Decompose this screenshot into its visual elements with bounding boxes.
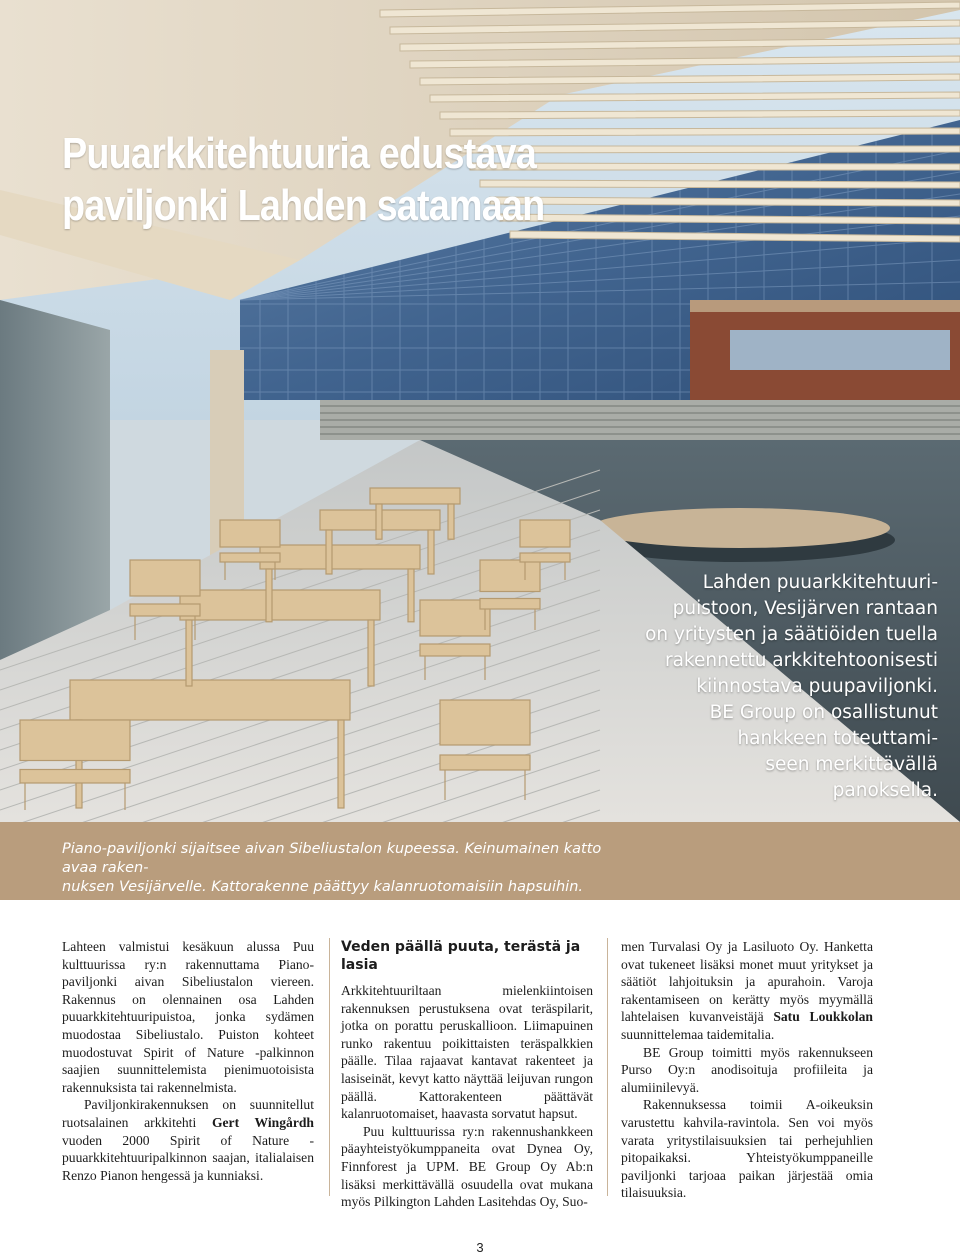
body-column-3 xyxy=(621,938,873,1202)
body-paragraph: Arkkitehtuuriltaan mielenkiintoisen rakennuksen perustuksena ovat teräspilarit, jotka on porattu peruskallioon. Liimapuinen runko rakentuu poikittaisten teräspalkkien päälle. Tilaa rajaavat kantavat rakenteet ja lasiseinät, kevyt katto näyttää leijuvan rungon päällä. Kattorakenteen päättävät kalanruotomaiset, haavasta sorvatut hapsut. xyxy=(341,983,593,1122)
hero-caption xyxy=(560,570,938,804)
text-run: Paviljonkirakennuksen on suunnitellut ruotsalainen arkkitehti xyxy=(62,1097,314,1130)
hero-caption-line: Lahden puuarkkitehtuuri- xyxy=(702,572,938,593)
photo-caption-line1: Piano-paviljonki sijaitsee aivan Sibeliustalon kupeessa. Keinumainen katto avaa raken- xyxy=(62,841,602,876)
hero-caption-line: on yritysten ja säätiöiden tuella xyxy=(645,624,938,645)
page-number: 3 xyxy=(476,1240,484,1255)
text-run: vuoden 2000 Spirit of Nature -puuarkkitehtuuripalkinnon saajan, italialaisen Renzo Pianon hengessä ja kunniaksi. xyxy=(62,1132,314,1183)
sculptor-name: Satu Loukkolan xyxy=(773,1009,873,1025)
article-title xyxy=(62,128,578,232)
body-paragraph: BE Group toimitti myös rakennukseen Purso Oy:n anodisoituja profiileita ja alumiinilevyä. xyxy=(621,1044,873,1095)
photo-caption xyxy=(62,840,602,897)
column-divider xyxy=(329,938,330,1196)
body-column-2 xyxy=(341,938,593,1211)
architect-name: Gert Wingårdh xyxy=(211,1114,314,1130)
article-title-line2: paviljonki Lahden satamaan xyxy=(62,181,545,230)
article-title-line1: Puuarkkitehtuuria edustava xyxy=(62,129,536,178)
text-run: men Turvalasi Oy ja Lasiluoto Oy. Hanketta ovat tukeneet lisäksi monet muut yritykset ja säätiöt lahjoituksin ja apurahoin. Varoja rakentamiseen on kerätty myös myymällä lahtelaisen kuvanveistäjä xyxy=(621,939,873,1025)
hero-caption-line: panoksella. xyxy=(832,780,938,801)
hero-caption-line: rakennettu arkkitehtoonisesti xyxy=(664,650,938,671)
hero-caption-line: puistoon, Vesijärven rantaan xyxy=(672,598,938,619)
body-paragraph: Rakennuksessa toimii A-oikeuksin varustettu kahvila-ravintola. Sen voi myös varata yritystilaisuuksien tai perhejuhlien pitopaikaksi. Yhteistyökumppaneille paviljonki tarjoaa paikan järjestää omia tilaisuuksia. xyxy=(621,1097,873,1201)
body-paragraph xyxy=(62,1096,314,1184)
hero-caption-line: BE Group on osallistunut xyxy=(709,702,938,723)
body-paragraph: Lahteen valmistui kesäkuun alussa Puu kulttuurissa ry:n rakennuttama Piano-paviljonki aivan Sibeliustalon viereen. Rakennus on olennainen osa Lahden puuarkkitehtuuripuistoa, jonka sydämen muodostaa Sibeliustalo. Puiston kohteet muodostuvat Spirit of Nature -palkinnon saajien suunnittelemista pienimuotoisista rakennuksista tai rakennelmista. xyxy=(62,939,314,1095)
body-column-1 xyxy=(62,938,314,1184)
body-paragraph: Puu kulttuurissa ry:n rakennushankkeen päayhteistyökumppaneita ovat Dynea Oy, Finnforest ja UPM. BE Group Oy Ab:n lisäksi merkittävällä osuudella ovat mukana myös Pilkington Lahden Lasitehdas Oy, Suo- xyxy=(341,1123,593,1210)
section-subhead: Veden päällä puuta, terästä ja lasia xyxy=(341,939,581,973)
body-paragraph xyxy=(621,938,873,1044)
hero-caption-line: kiinnostava puupaviljonki. xyxy=(696,676,938,697)
text-run: suunnittelemaa taidemitalia. xyxy=(621,1026,775,1042)
hero-caption-line: seen merkittävällä xyxy=(765,754,938,775)
photo-caption-band xyxy=(0,822,960,900)
hero-caption-line: hankkeen toteuttami- xyxy=(737,728,938,749)
column-divider xyxy=(607,938,608,1196)
photo-caption-line2: nuksen Vesijärvelle. Kattorakenne päättyy kalanruotomaisiin hapsuihin. xyxy=(62,879,583,895)
